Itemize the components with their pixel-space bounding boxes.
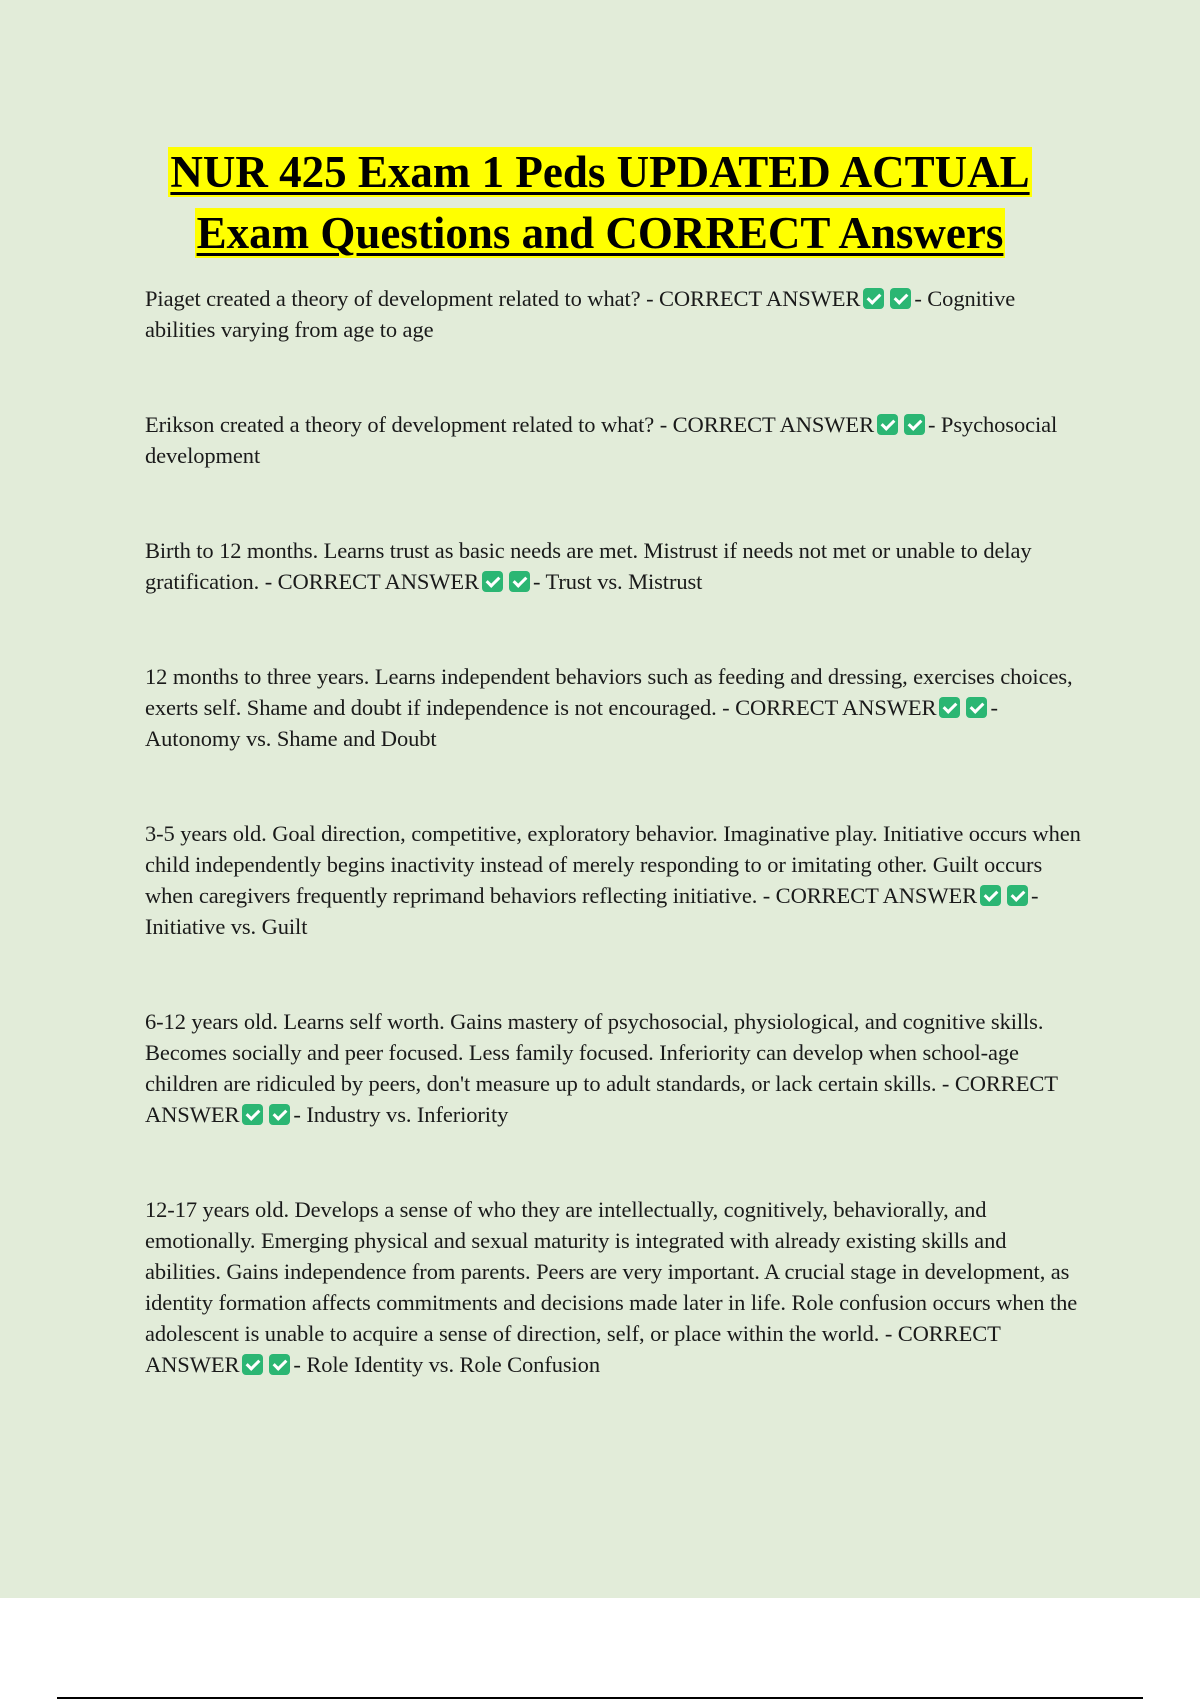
correct-answer-label: - CORRECT ANSWER	[659, 412, 874, 437]
checkmark-box-icon	[980, 885, 1001, 906]
question-text: 12-17 years old. Develops a sense of who they are intellectually, cognitively, behaviorally, and emotionally. Emerging physical and sexual maturity is integrated with already existing skills and abilities. Gains independence from parents. Peers are very important. A crucial stage in development, as identity formation affects commitments and decisions made later in life. Role confusion occurs when the adolescent is unable to acquire a sense of direction, self, or place within the world.	[145, 1197, 1078, 1346]
correct-answer-label: - CORRECT ANSWER	[762, 883, 978, 908]
page-divider	[57, 1697, 1143, 1699]
checkmark-box-icon	[890, 288, 911, 309]
correct-answer-label: - CORRECT ANSWER	[145, 1071, 1058, 1127]
correct-answer-label: - CORRECT ANSWER	[264, 569, 479, 594]
question-text: 3-5 years old. Goal direction, competitive, exploratory behavior. Imaginative play. Initiative occurs when child independently begins inactivity instead of merely responding to or imitating other. Guilt occurs when caregivers frequently reprimand behaviors reflecting initiative.	[145, 821, 1081, 908]
answer-text: - Autonomy vs. Shame and Doubt	[145, 695, 998, 751]
correct-answer-label: - CORRECT ANSWER	[145, 1321, 1001, 1377]
checkmark-box-icon	[1007, 885, 1028, 906]
checkmark-box-icon	[509, 571, 530, 592]
question-text: Erikson created a theory of development related to what?	[145, 412, 655, 437]
checkmark-box-icon	[966, 697, 987, 718]
question-answer-list	[145, 283, 1085, 1444]
qa-item	[145, 283, 1085, 345]
title-line-1: NUR 425 Exam 1 Peds UPDATED ACTUAL	[170, 147, 1030, 197]
checkmark-box-icon	[939, 697, 960, 718]
checkmark-box-icon	[242, 1354, 263, 1375]
checkmark-box-icon	[904, 414, 925, 435]
correct-answer-label: - CORRECT ANSWER	[722, 695, 937, 720]
qa-item	[145, 1194, 1085, 1380]
question-text: Piaget created a theory of development related to what?	[145, 286, 641, 311]
checkmark-box-icon	[877, 414, 898, 435]
checkmark-box-icon	[242, 1104, 263, 1125]
answer-text: - Cognitive abilities varying from age to age	[145, 286, 1016, 342]
answer-text: - Initiative vs. Guilt	[145, 883, 1039, 939]
question-text: 12 months to three years. Learns independent behaviors such as feeding and dressing, exercises choices, exerts self. Shame and doubt if independence is not encouraged.	[145, 664, 1073, 720]
question-text: Birth to 12 months. Learns trust as basic needs are met. Mistrust if needs not met or unable to delay gratification.	[145, 538, 1032, 594]
correct-answer-label: - CORRECT ANSWER	[646, 286, 861, 311]
qa-item	[145, 661, 1085, 754]
qa-item	[145, 409, 1085, 471]
answer-text: - Role Identity vs. Role Confusion	[293, 1352, 600, 1377]
title-line-2: Exam Questions and CORRECT Answers	[196, 208, 1004, 258]
checkmark-box-icon	[482, 571, 503, 592]
checkmark-box-icon	[863, 288, 884, 309]
checkmark-box-icon	[269, 1104, 290, 1125]
question-text: 6-12 years old. Learns self worth. Gains mastery of psychosocial, physiological, and cognitive skills. Becomes socially and peer focused. Less family focused. Inferiority can develop when school-age children are ridiculed by peers, don't measure up to adult standards, or lack certain skills.	[145, 1009, 1044, 1096]
qa-item	[145, 1006, 1085, 1130]
answer-text: - Industry vs. Inferiority	[293, 1102, 509, 1127]
qa-item	[145, 535, 1085, 597]
qa-item	[145, 818, 1085, 942]
answer-text: - Psychosocial development	[145, 412, 1058, 468]
document-title	[100, 142, 1100, 264]
answer-text: - Trust vs. Mistrust	[532, 569, 703, 594]
checkmark-box-icon	[269, 1354, 290, 1375]
